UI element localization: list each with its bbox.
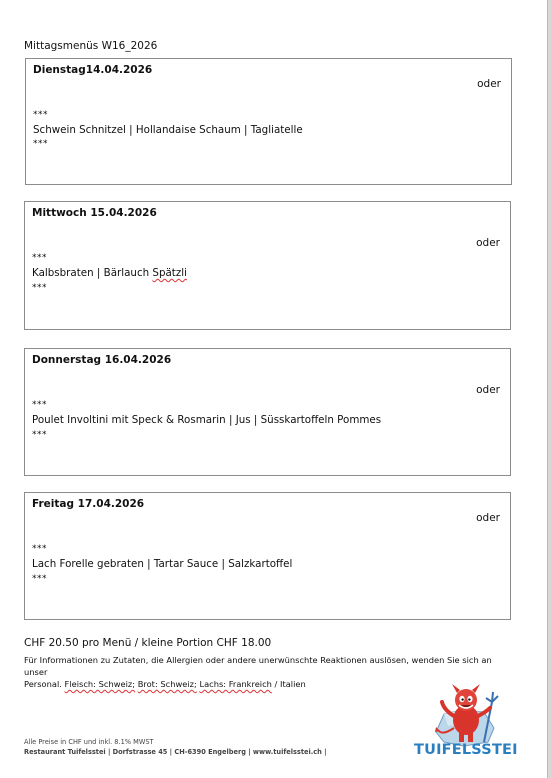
dish-text: Lach Forelle gebraten | Tartar Sauce | Salzkartoffel bbox=[32, 558, 293, 570]
day-card-dienstag bbox=[25, 58, 512, 185]
dish-text: Schwein Schnitzel | Hollandaise Schaum | Tagliatelle bbox=[33, 124, 303, 136]
stars-top: *** bbox=[32, 400, 47, 410]
stars-bottom: *** bbox=[33, 139, 48, 149]
dish-part-spellcheck: Spätzli bbox=[152, 267, 187, 279]
stars-bottom: *** bbox=[32, 283, 47, 293]
stars-top: *** bbox=[33, 110, 48, 120]
page-edge bbox=[547, 0, 551, 778]
oder-label: oder bbox=[476, 512, 500, 524]
day-title: Freitag 17.04.2026 bbox=[32, 498, 145, 510]
origin-lachs: Lachs: Frankreich bbox=[199, 679, 272, 689]
price-line: CHF 20.50 pro Menü / kleine Portion CHF 18.00 bbox=[24, 637, 272, 649]
footer-prices-note: Alle Preise in CHF und inkl. 8.1% MWST bbox=[24, 738, 154, 746]
oder-label: oder bbox=[477, 78, 501, 90]
day-title: Donnerstag 16.04.2026 bbox=[32, 354, 172, 366]
day-title: Mittwoch 15.04.2026 bbox=[32, 207, 157, 219]
stars-bottom: *** bbox=[32, 574, 47, 584]
stars-bottom: *** bbox=[32, 430, 47, 440]
oder-label: oder bbox=[476, 384, 500, 396]
dish-part: Kalbsbraten | Bärlauch bbox=[32, 267, 153, 279]
origin-brot: Brot: Schweiz; bbox=[137, 679, 197, 689]
dish-text: Poulet Involtini mit Speck & Rosmarin | Jus | Süsskartoffeln Pommes bbox=[32, 414, 382, 426]
origin-fleisch: Fleisch: Schweiz; bbox=[64, 679, 136, 689]
brand-wordmark: TUIFELSSTEI bbox=[414, 742, 518, 758]
origin-prefix: Personal. bbox=[24, 679, 65, 689]
allergen-info-line: Für Informationen zu Zutaten, die Allergien oder andere unerwünschte Reaktionen auslösen, wenden Sie sich an unser bbox=[24, 655, 492, 677]
stars-top: *** bbox=[32, 253, 47, 263]
page-title: Mittagsmenüs W16_2026 bbox=[24, 40, 158, 52]
origin-suffix: / Italien bbox=[271, 679, 306, 689]
day-title: Dienstag14.04.2026 bbox=[33, 64, 153, 76]
day-card-mittwoch bbox=[24, 201, 511, 330]
footer-address: Restaurant Tuifelsstei | Dorfstrasse 45 | CH-6390 Engelberg | www.tuifelsstei.ch | bbox=[24, 748, 327, 756]
day-card-donnerstag bbox=[24, 348, 511, 476]
oder-label: oder bbox=[476, 237, 500, 249]
dish-text bbox=[32, 267, 187, 279]
day-card-freitag bbox=[24, 492, 511, 620]
stars-top: *** bbox=[32, 544, 47, 554]
